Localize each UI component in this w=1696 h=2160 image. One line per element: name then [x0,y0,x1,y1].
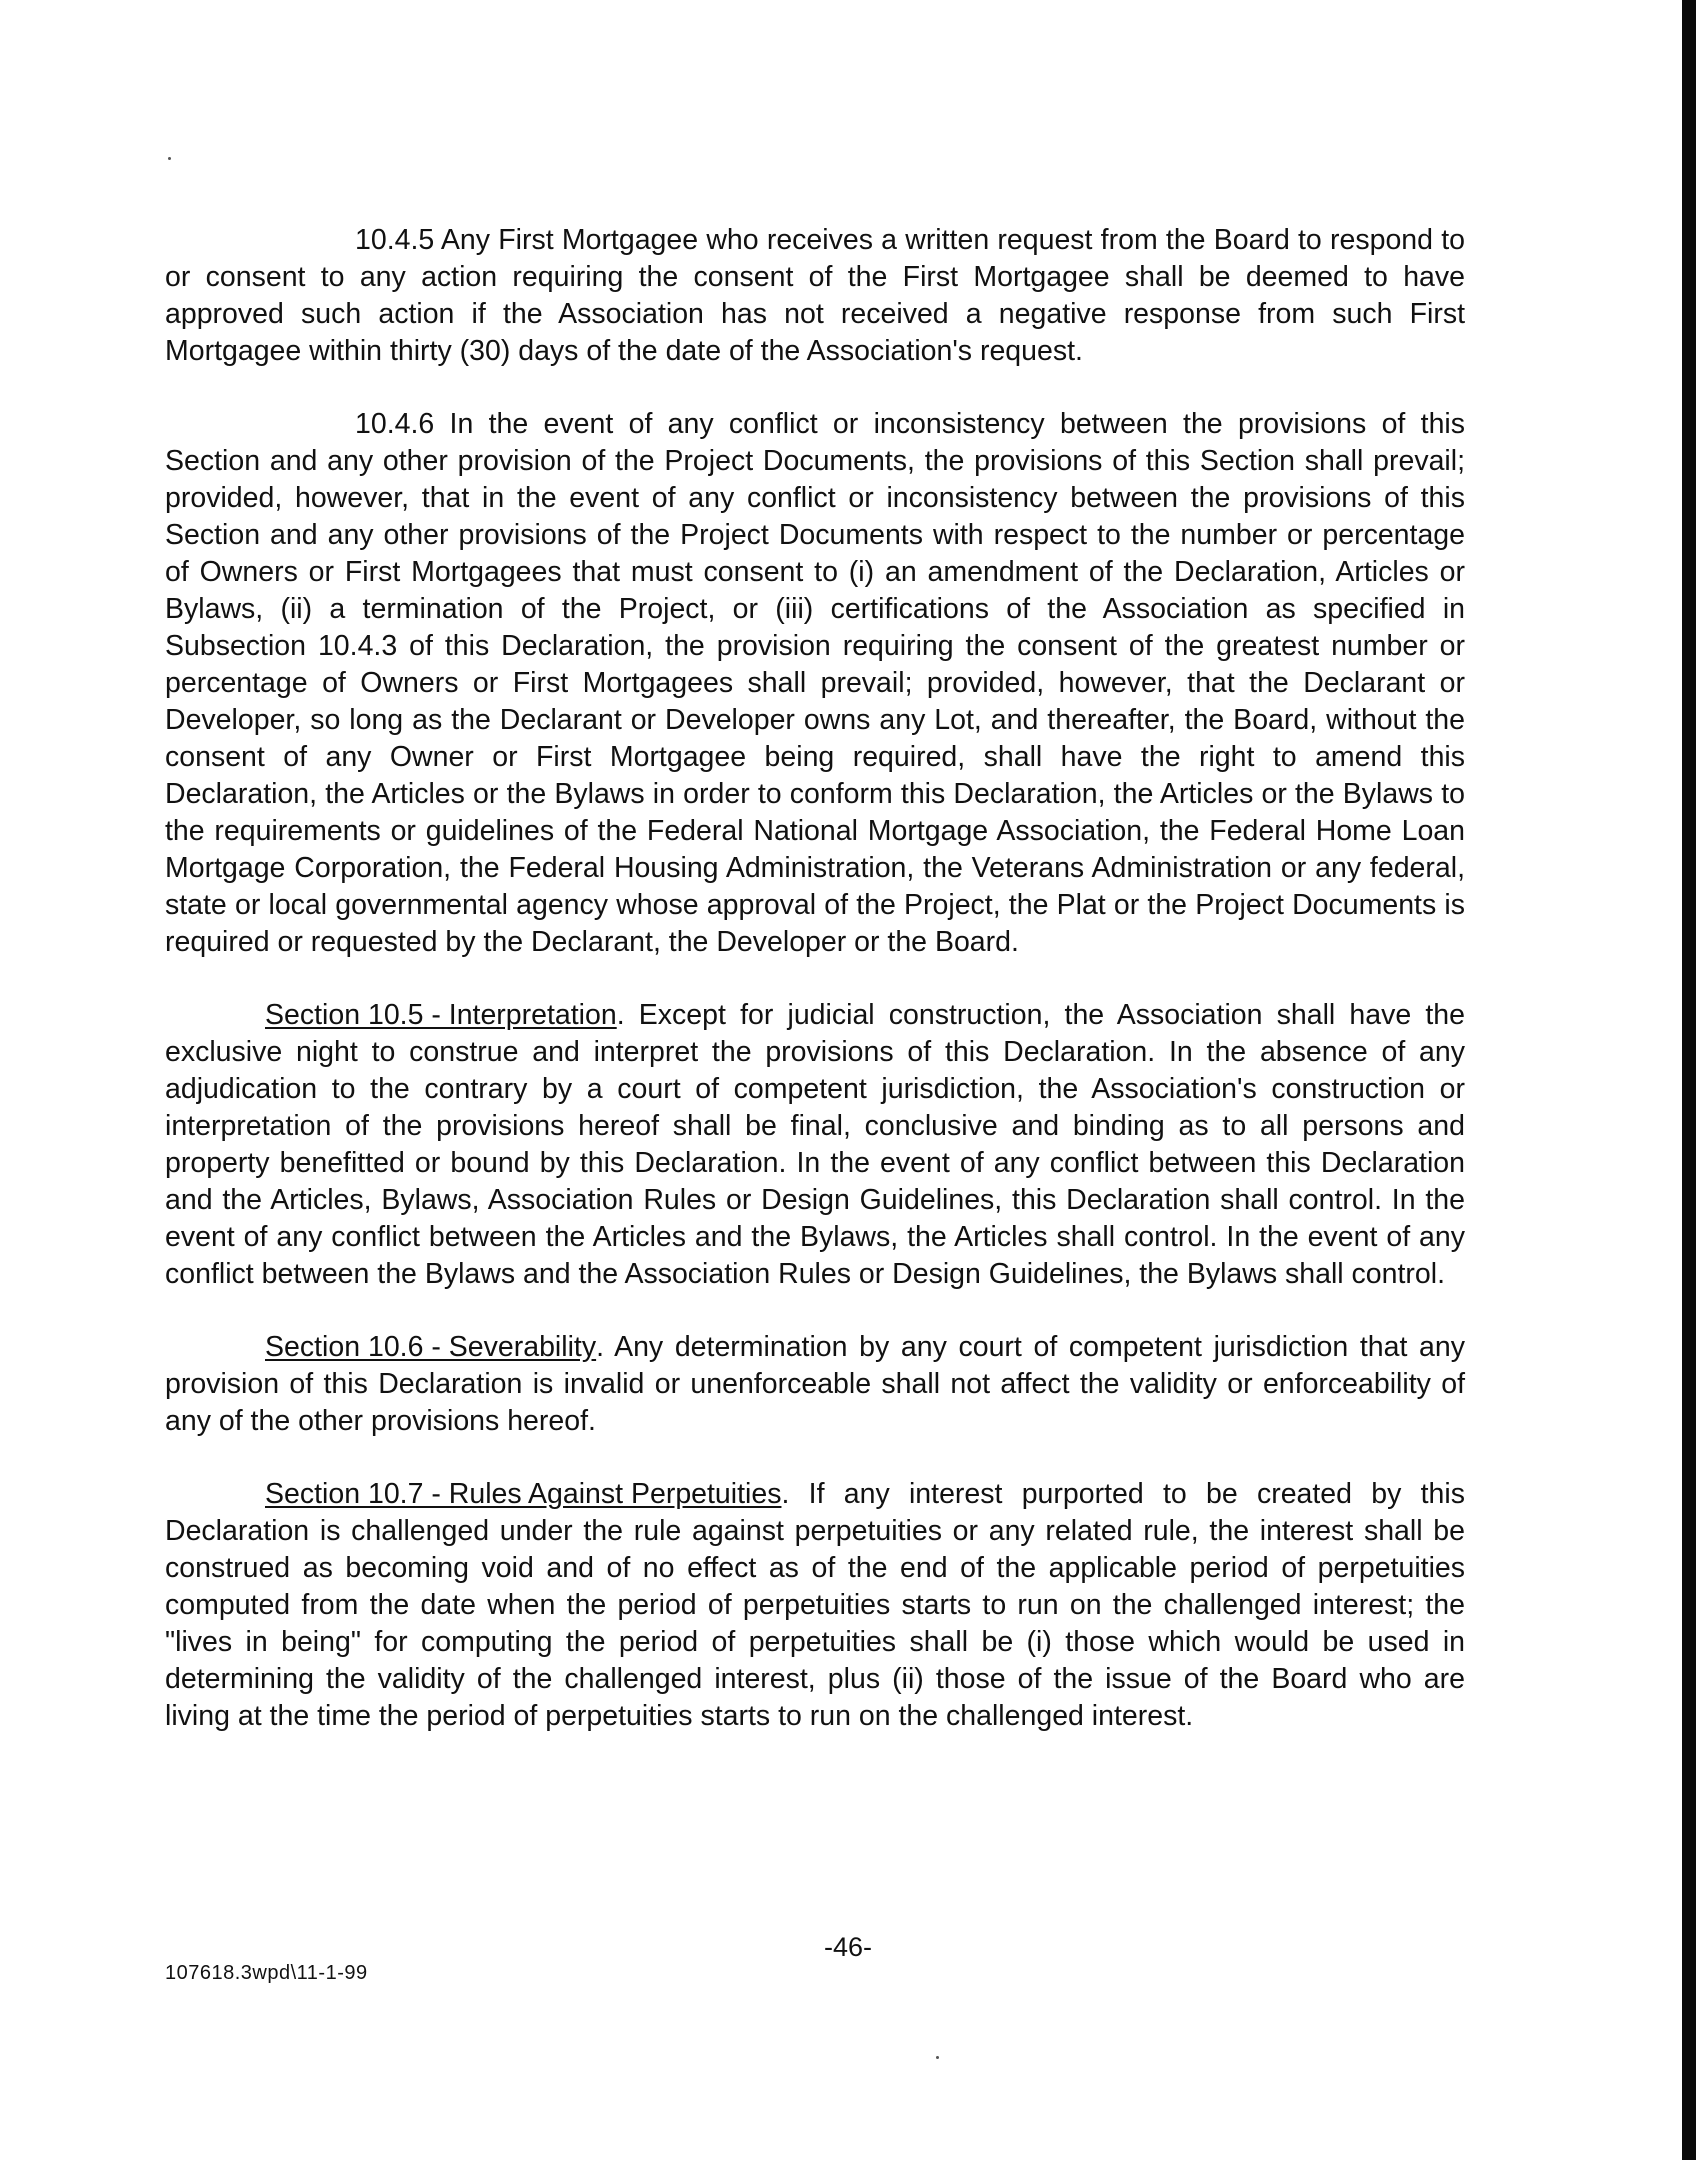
section-heading: Section 10.7 - Rules Against Perpetuities [265,1478,782,1510]
scan-edge [1682,0,1696,2160]
page-number: -46- [823,1932,872,1962]
scan-speck [936,2056,939,2059]
paragraph-number: 10.4.6 [355,408,435,440]
section-text: . If any interest purported to be created by this Declaration is challenged under the rule against perpetuities or any related rule, the interest shall be construed as becoming void and of no effect as of the end of the applicable period of perpetuities computed from the date when the period of perpetuities starts to run on the challenged interest; the "lives in being" for computing the period of perpetuities shall be (i) those which would be used in determining the validity of the challenged interest, plus (ii) those of the issue of the Board who are living at the time the period of perpetuities starts to run on the challenged interest. [165,1478,1465,1732]
section-10-7-perpetuities [165,1476,1465,1735]
paragraph-text: In the event of any conflict or inconsistency between the provisions of this Section and any other provision of the Project Documents, the provisions of this Section shall prevail; provided, however, that in the event of any conflict or inconsistency between the provisions of this Section and any other provisions of the Project Documents with respect to the number or percentage of Owners or First Mortgagees that must consent to (i) an amendment of the Declaration, Articles or Bylaws, (ii) a termination of the Project, or (iii) certifications of the Association as specified in Subsection 10.4.3 of this Declaration, the provision requiring the consent of the greatest number or percentage of Owners or First Mortgagees shall prevail; provided, however, that the Declarant or Developer, so long as the Declarant or Developer owns any Lot, and thereafter, the Board, without the consent of any Owner or First Mortgagee being required, shall have the right to amend this Declaration, the Articles or the Bylaws in order to conform this Declaration, the Articles or the Bylaws to the requirements or guidelines of the Federal National Mortgage Association, the Federal Home Loan Mortgage Corporation, the Federal Housing Administration, the Veterans Administration or any federal, state or local governmental agency whose approval of the Project, the Plat or the Project Documents is required or requested by the Declarant, the Developer or the Board. [165,408,1465,958]
section-heading: Section 10.6 - Severability [265,1331,597,1363]
section-10-6-severability [165,1329,1465,1440]
document-id: 107618.3wpd\11-1-99 [165,1962,368,1984]
document-body [165,222,1465,1771]
paragraph-10-4-6 [165,406,1465,961]
paragraph-text: Any First Mortgagee who receives a written request from the Board to respond to or consent to any action requiring the consent of the First Mortgagee shall be deemed to have approved such action if the Association has not received a negative response from such First Mortgagee within thirty (30) days of the date of the Association's request. [165,224,1465,367]
paragraph-10-4-5 [165,222,1465,370]
section-10-5-interpretation [165,997,1465,1293]
section-text: . Except for judicial construction, the Association shall have the exclusive night to construe and interpret the provisions of this Declaration. In the absence of any adjudication to the contrary by a court of competent jurisdiction, the Association's construction or interpretation of the provisions hereof shall be final, conclusive and binding as to all persons and property benefitted or bound by this Declaration. In the event of any conflict between this Declaration and the Articles, Bylaws, Association Rules or Design Guidelines, this Declaration shall control. In the event of any conflict between the Articles and the Bylaws, the Articles shall control. In the event of any conflict between the Bylaws and the Association Rules or Design Guidelines, the Bylaws shall control. [165,999,1465,1290]
scan-speck [168,157,171,160]
section-heading: Section 10.5 - Interpretation [265,999,617,1031]
section-text: . Any determination by any court of competent jurisdiction that any provision of this Declaration is invalid or unenforceable shall not affect the validity or enforceability of any of the other provisions hereof. [165,1331,1465,1437]
paragraph-number: 10.4.5 [355,224,435,256]
